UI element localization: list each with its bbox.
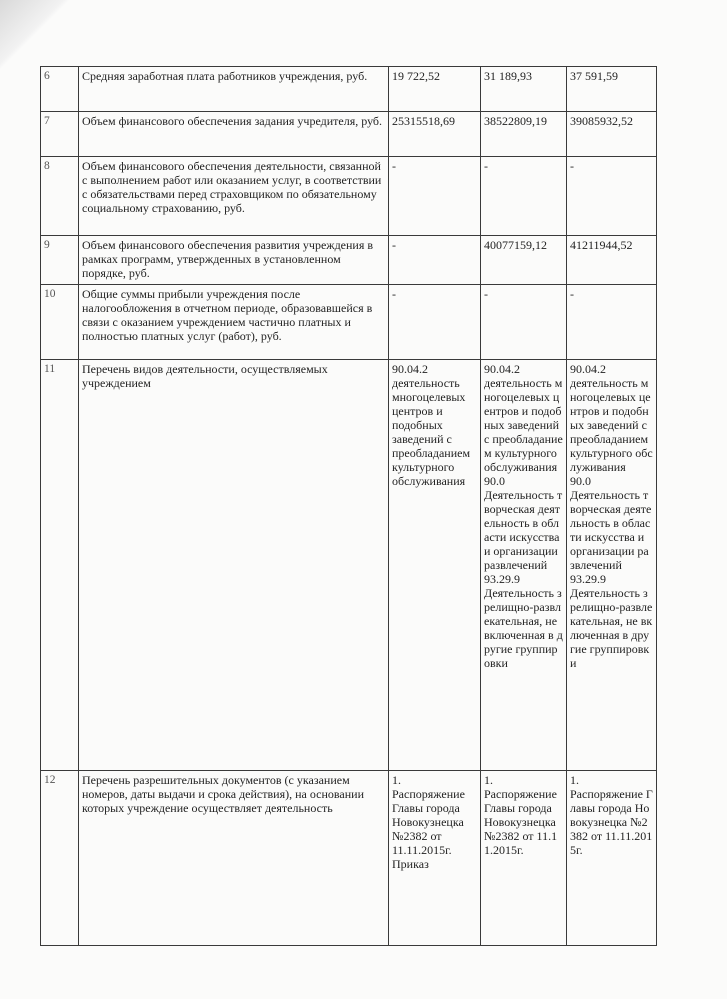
row-label: Перечень видов деятельности, осуществляемых учреждением — [79, 360, 389, 771]
table-row-6 — [41, 67, 657, 112]
value-year-3: - — [567, 157, 657, 236]
table-row-8 — [41, 157, 657, 236]
value-year-2: - — [481, 285, 567, 360]
row-label: Перечень разрешительных документов (с указанием номеров, даты выдачи и срока действия), на основании которых учреждение осуществляет деятельность — [79, 771, 389, 946]
row-number: 7 — [41, 112, 79, 157]
report-table — [40, 66, 657, 946]
value-year-2: 1. Распоряжение Главы города Новокузнецка №2382 от 11.11.2015г. — [481, 771, 567, 946]
row-number: 6 — [41, 67, 79, 112]
row-number: 9 — [41, 236, 79, 285]
row-label: Средняя заработная плата работников учреждения, руб. — [79, 67, 389, 112]
value-year-3: 39085932,52 — [567, 112, 657, 157]
value-year-2: 31 189,93 — [481, 67, 567, 112]
value-year-1: - — [389, 236, 481, 285]
row-label: Объем финансового обеспечения развития учреждения в рамках программ, утвержденных в установленном порядке, руб. — [79, 236, 389, 285]
value-year-3: 90.04.2 деятельность многоцелевых центров и подобных заведений с преобладанием культурного обслуживания 90.0 Деятельность творческая деятельность в области искусства и организации развлечений 93.29.9 Деятельность зрелищно-развлекательная, не включенная в другие группировки — [567, 360, 657, 771]
table-row-11 — [41, 360, 657, 771]
value-year-3: 37 591,59 — [567, 67, 657, 112]
value-year-1: 19 722,52 — [389, 67, 481, 112]
value-year-1: - — [389, 285, 481, 360]
value-year-3: - — [567, 285, 657, 360]
row-number: 11 — [41, 360, 79, 771]
table-row-12 — [41, 771, 657, 946]
value-year-2: - — [481, 157, 567, 236]
row-label: Общие суммы прибыли учреждения после налогообложения в отчетном периоде, образовавшейся в связи с оказанием учреждением частично платных и полностью платных услуг (работ), руб. — [79, 285, 389, 360]
value-year-1: 90.04.2 деятельность многоцелевых центров и подобных заведений с преобладанием культурного обслуживания — [389, 360, 481, 771]
value-year-1: 25315518,69 — [389, 112, 481, 157]
table-row-7 — [41, 112, 657, 157]
page-corner-fold — [0, 0, 70, 70]
value-year-3: 1. Распоряжение Главы города Новокузнецка №2382 от 11.11.2015г. — [567, 771, 657, 946]
row-number: 10 — [41, 285, 79, 360]
table-row-9 — [41, 236, 657, 285]
value-year-1: - — [389, 157, 481, 236]
row-number: 12 — [41, 771, 79, 946]
value-year-2: 90.04.2 деятельность многоцелевых центров и подобных заведений с преобладанием культурного обслуживания 90.0 Деятельность творческая деятельность в области искусства и организации развлечений 93.29.9 Деятельность зрелищно-развлекательная, не включенная в другие группировки — [481, 360, 567, 771]
value-year-1: 1. Распоряжение Главы города Новокузнецка №2382 от 11.11.2015г. Приказ — [389, 771, 481, 946]
row-label: Объем финансового обеспечения деятельности, связанной с выполнением работ или оказанием услуг, в соответствии с обязательствами перед страховщиком по обязательному социальному страхованию, руб. — [79, 157, 389, 236]
row-label: Объем финансового обеспечения задания учредителя, руб. — [79, 112, 389, 157]
value-year-2: 38522809,19 — [481, 112, 567, 157]
table-row-10 — [41, 285, 657, 360]
value-year-3: 41211944,52 — [567, 236, 657, 285]
value-year-2: 40077159,12 — [481, 236, 567, 285]
row-number: 8 — [41, 157, 79, 236]
